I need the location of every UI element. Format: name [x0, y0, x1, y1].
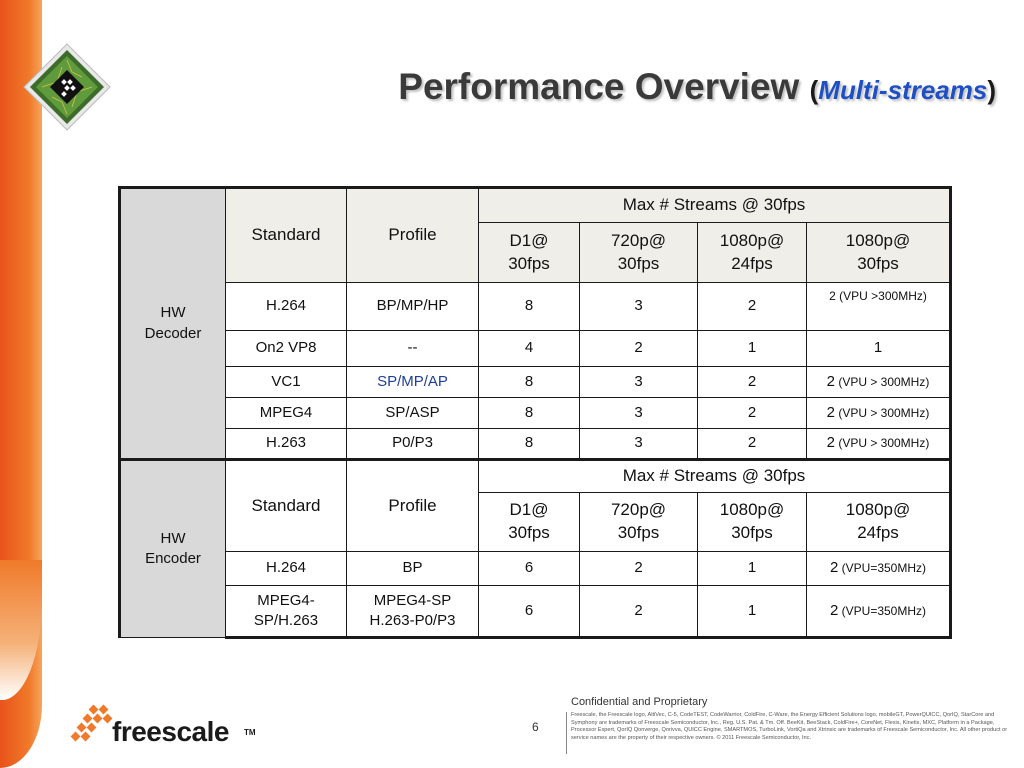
cell-1080p24: 2	[698, 367, 807, 398]
cell-1080p24: 1	[698, 331, 807, 367]
cell-standard: H.264	[226, 283, 347, 331]
cell-720p: 3	[580, 367, 698, 398]
encoder-col-720p-l1: 720p@	[610, 500, 667, 520]
decoder-col-d1-l1: D1@	[509, 230, 549, 250]
table-row	[120, 586, 951, 638]
cell-d1: 6	[479, 586, 580, 638]
cell-standard: H.263	[226, 429, 347, 460]
cell-1080p24-value: 2	[829, 559, 839, 577]
brand-name: freescale	[112, 716, 229, 747]
cell-standard: VC1	[226, 367, 347, 398]
cell-profile: SP/ASP	[347, 398, 479, 429]
cell-1080p30-note: (VPU > 300MHz)	[834, 405, 930, 420]
cell-1080p30: 1	[698, 586, 807, 638]
encoder-col-720p	[580, 493, 698, 552]
decoder-col-1080p30-l1: 1080p@	[845, 230, 911, 250]
decoder-col-1080p30	[807, 223, 951, 283]
cell-720p: 2	[580, 331, 698, 367]
cell-profile	[347, 552, 479, 586]
chip-logo-icon	[22, 42, 112, 132]
cell-1080p30	[807, 283, 951, 331]
cell-1080p24	[807, 552, 951, 586]
cell-d1: 6	[479, 552, 580, 586]
hw-decoder-label	[120, 188, 226, 460]
decoder-max-streams-header: Max # Streams @ 30fps	[479, 188, 951, 223]
cell-profile: P0/P3	[347, 429, 479, 460]
title-main: Performance Overview	[398, 66, 800, 107]
encoder-profile-header: Profile	[347, 460, 479, 552]
table-row	[120, 367, 951, 398]
title-close-paren: )	[987, 75, 996, 105]
cell-1080p30-value: 2	[826, 372, 835, 390]
table-row	[120, 429, 951, 460]
cell-standard	[226, 586, 347, 638]
encoder-col-1080p30-l1: 1080p@	[719, 500, 785, 520]
cell-profile: --	[347, 331, 479, 367]
cell-profile: SP/MP/AP	[347, 367, 479, 398]
decoder-col-d1	[479, 223, 580, 283]
table-row	[120, 331, 951, 367]
cell-1080p24-note: (VPU=350MHz)	[838, 603, 927, 618]
cell-1080p30	[807, 367, 951, 398]
encoder-max-streams-header: Max # Streams @ 30fps	[479, 460, 951, 493]
table-row	[120, 283, 951, 331]
cell-1080p30-value: 2	[826, 403, 835, 421]
decoder-col-1080p24	[698, 223, 807, 283]
cell-standard-l1: H.264	[265, 559, 307, 577]
decoder-col-1080p24-l2: 24fps	[731, 253, 773, 273]
cell-1080p30-note: (VPU >300MHz)	[835, 289, 927, 303]
decoder-header-row-1	[120, 188, 951, 223]
cell-1080p30-value: 2	[829, 289, 836, 303]
encoder-col-1080p24	[807, 493, 951, 552]
table-row	[120, 398, 951, 429]
cell-1080p24-note: (VPU=350MHz)	[838, 561, 927, 576]
decoder-col-1080p24-l1: 1080p@	[719, 230, 785, 250]
decoder-col-720p	[580, 223, 698, 283]
decoder-col-d1-l2: 30fps	[508, 253, 550, 273]
cell-1080p24-value: 2	[829, 601, 839, 619]
cell-profile: BP/MP/HP	[347, 283, 479, 331]
cell-standard: On2 VP8	[226, 331, 347, 367]
encoder-col-d1-l2: 30fps	[508, 523, 550, 542]
cell-d1: 8	[479, 398, 580, 429]
cell-1080p24: 2	[698, 429, 807, 460]
performance-table	[118, 186, 952, 639]
title-subtitle: Multi-streams	[818, 75, 988, 105]
cell-1080p30-value: 1	[873, 339, 883, 357]
cell-1080p24: 2	[698, 398, 807, 429]
hw-encoder-label-line1: HW	[160, 529, 186, 547]
brand-trademark: TM	[244, 728, 256, 737]
decoder-profile-header: Profile	[347, 188, 479, 283]
cell-1080p30	[807, 429, 951, 460]
cell-720p: 3	[580, 429, 698, 460]
cell-720p: 3	[580, 398, 698, 429]
page-title	[398, 66, 996, 108]
hw-encoder-label	[120, 460, 226, 638]
confidential-label: Confidential and Proprietary	[571, 696, 708, 708]
cell-profile-l1: BP	[402, 559, 423, 577]
hw-encoder-label-line2: Encoder	[145, 550, 201, 567]
hw-decoder-label-line1: HW	[160, 304, 186, 322]
cell-1080p30	[807, 398, 951, 429]
encoder-standard-header: Standard	[226, 460, 347, 552]
cell-d1: 8	[479, 367, 580, 398]
cell-standard-l1: MPEG4-	[257, 591, 315, 609]
encoder-col-1080p30	[698, 493, 807, 552]
footer-divider	[566, 712, 567, 754]
cell-d1: 8	[479, 429, 580, 460]
encoder-col-1080p24-l2: 24fps	[857, 523, 899, 542]
cell-1080p24: 2	[698, 283, 807, 331]
cell-1080p24	[807, 586, 951, 638]
cell-profile-l2: H.263-P0/P3	[369, 612, 456, 629]
decoder-col-720p-l1: 720p@	[610, 230, 667, 250]
cell-standard-l2: SP/H.263	[253, 612, 319, 629]
hw-decoder-label-line2: Decoder	[144, 324, 202, 342]
cell-d1: 4	[479, 331, 580, 367]
cell-1080p30	[807, 331, 951, 367]
page-number: 6	[532, 720, 539, 734]
encoder-col-1080p24-l1: 1080p@	[845, 500, 911, 520]
encoder-col-720p-l2: 30fps	[617, 523, 660, 542]
decoder-col-1080p30-l2: 30fps	[857, 253, 899, 273]
cell-1080p30-value: 2	[826, 434, 835, 452]
cell-720p: 2	[580, 586, 698, 638]
cell-standard	[226, 552, 347, 586]
cell-d1: 8	[479, 283, 580, 331]
decoder-standard-header: Standard	[226, 188, 347, 283]
cell-1080p30-note: (VPU > 300MHz)	[834, 374, 930, 389]
encoder-header-row-1	[120, 460, 951, 493]
cell-1080p30-note: (VPU > 300MHz)	[834, 436, 930, 451]
cell-720p: 3	[580, 283, 698, 331]
decoder-col-720p-l2: 30fps	[617, 253, 660, 273]
cell-1080p30: 1	[698, 552, 807, 586]
legal-notice: Freescale, the Freescale logo, AltiVec, C-5, CodeTEST, CodeWarrior, ColdFire, C-Ware, the Energy Efficient Solutions logo, mobileGT, PowerQUICC, QorIQ, StarCore and Symphony are trademarks of Freescale Semiconductor, Inc., Reg. U.S. Pat. & Tm. Off. BeeKit, BeeStack, ColdFire+, CoreNet, Flexis, Kinetis, MXC, Platform in a Package, Processor Expert, QorIQ Qonverge, Qorivva, QUICC Engine, SMARTMOS, TurboLink, VortiQa and Xtrinsic are trademarks of Freescale Semiconductor, Inc. All other product or service names are the property of their respective owners. © 2011 Freescale Semiconductor, Inc.	[571, 712, 1008, 741]
cell-720p: 2	[580, 552, 698, 586]
encoder-col-1080p30-l2: 30fps	[731, 523, 773, 542]
encoder-col-d1	[479, 493, 580, 552]
title-open-paren: (	[809, 75, 819, 105]
cell-profile-l1: MPEG4-SP	[373, 591, 452, 609]
cell-standard: MPEG4	[226, 398, 347, 429]
table-row	[120, 552, 951, 586]
encoder-col-d1-l1: D1@	[509, 500, 549, 520]
cell-profile	[347, 586, 479, 638]
